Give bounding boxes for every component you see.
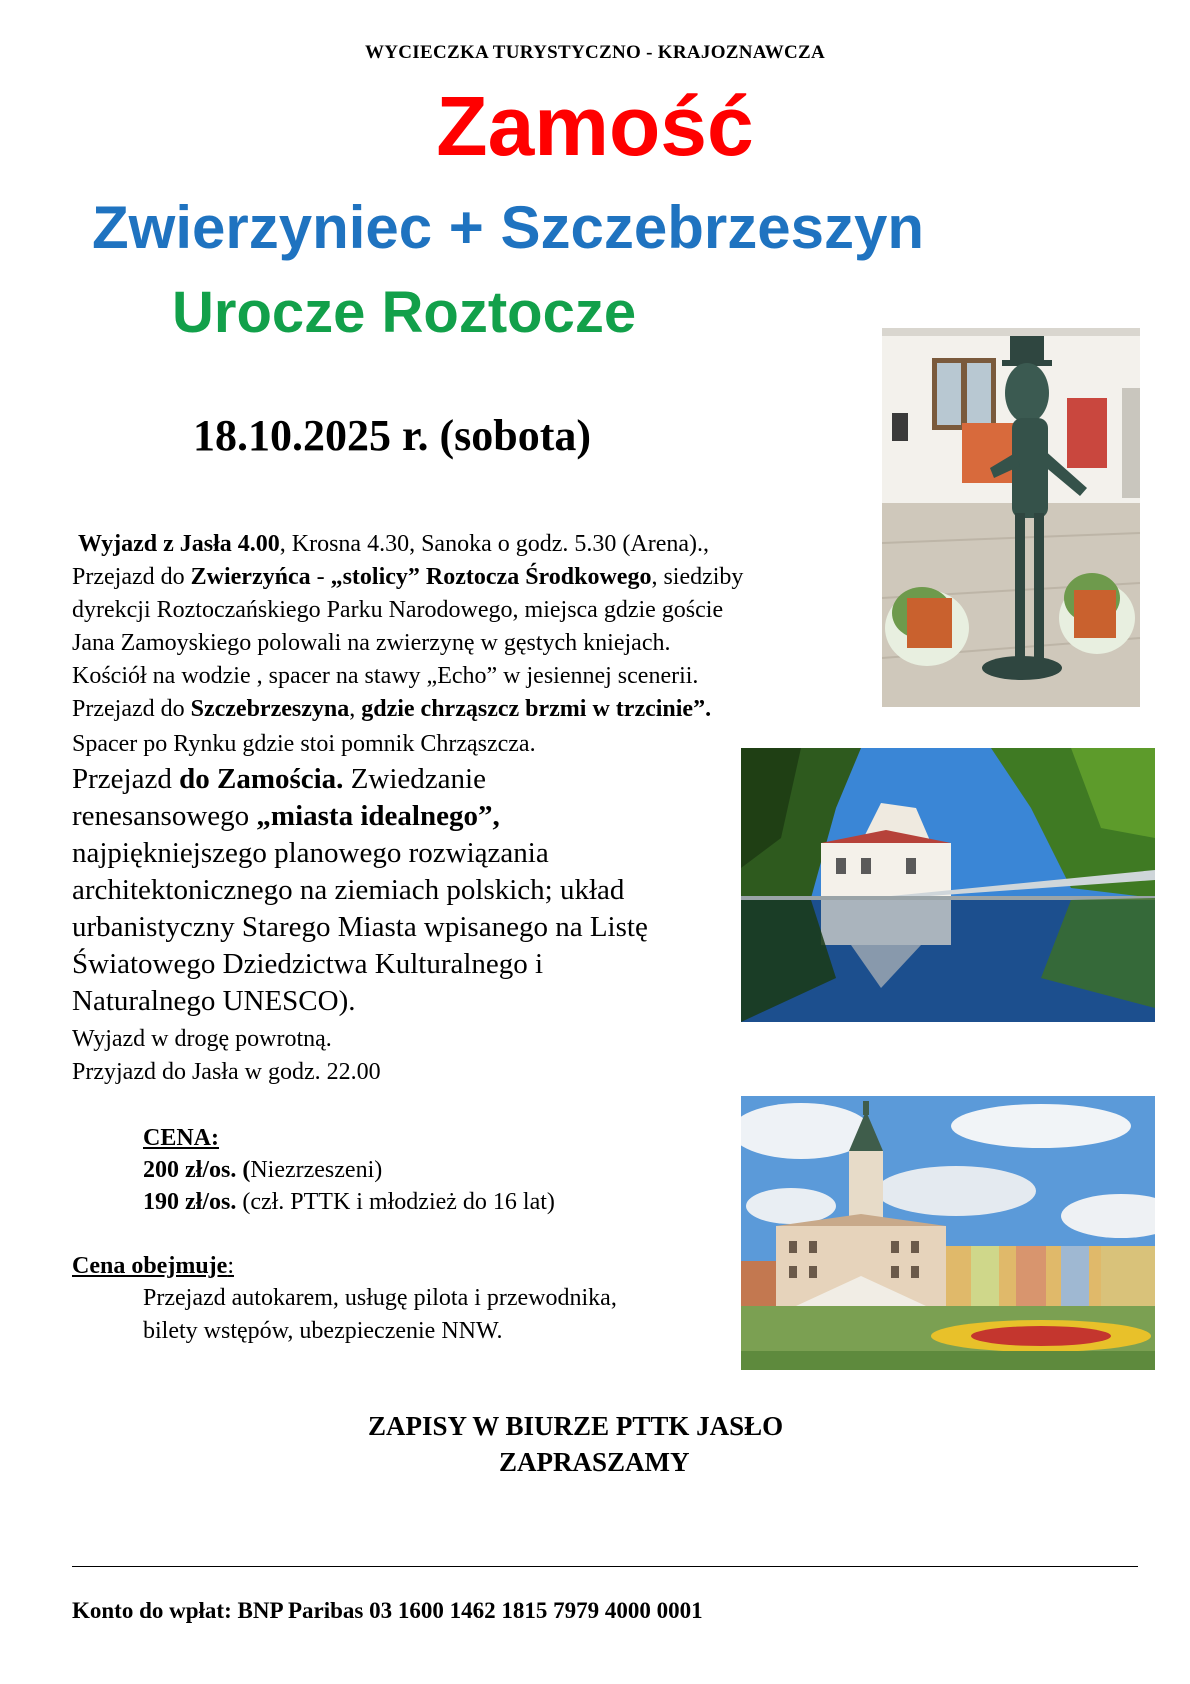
- trip-title: Zamość: [436, 79, 754, 173]
- itinerary-text: Przejazd: [72, 763, 180, 795]
- itinerary-text: Przejazd do: [72, 564, 191, 590]
- includes-heading-colon: :: [227, 1253, 234, 1279]
- itinerary-bold: do Zamościa.: [179, 763, 344, 795]
- zamosc-line-3: najpiękniejszego planowego rozwiązania: [72, 837, 549, 869]
- zamosc-line-5: urbanistyczny Starego Miasta wpisanego na Listę: [72, 911, 648, 943]
- zamosc-line-7: Naturalnego UNESCO).: [72, 985, 356, 1017]
- itinerary-text: Zwiedzanie: [343, 763, 486, 795]
- price-desc: Niezrzeszeni): [250, 1157, 383, 1183]
- itinerary-text: Przejazd do: [72, 696, 191, 722]
- price-desc: (czł. PTTK i młodzież do 16 lat): [236, 1189, 555, 1215]
- includes-line-1: Przejazd autokarem, usługę pilota i przewodnika,: [143, 1285, 617, 1311]
- includes-heading-text: Cena obejmuje: [72, 1253, 228, 1279]
- zamosc-line-1: [72, 761, 486, 798]
- itinerary-line-1: [78, 528, 709, 561]
- invite-text: ZAPRASZAMY: [499, 1447, 690, 1477]
- itinerary-bold: Zwierzyńca: [190, 564, 311, 590]
- itinerary-bold: Szczebrzeszyna: [190, 696, 350, 722]
- itinerary-line-4: Jana Zamoyskiego polowali na zwierzynę w gęstych kniejach.: [72, 630, 671, 656]
- includes-line-2: bilety wstępów, ubezpieczenie NNW.: [143, 1318, 503, 1344]
- price-heading: [143, 1122, 219, 1154]
- itinerary-line-2: [72, 561, 743, 594]
- itinerary-line-6: [72, 693, 711, 726]
- itinerary-line-3: dyrekcji Roztoczańskiego Parku Narodowego, miejsca gdzie goście: [72, 597, 724, 623]
- price-amount: 200 zł/os. (: [143, 1157, 251, 1183]
- photo-church-on-water: [741, 748, 1155, 1022]
- zamosc-line-4: architektonicznego na ziemiach polskich; układ: [72, 874, 625, 906]
- photo-beetle-statue: [882, 328, 1140, 707]
- trip-subtitle-region: Urocze Roztocze: [172, 280, 637, 345]
- signup-info: ZAPISY W BIURZE PTTK JASŁO: [368, 1411, 784, 1441]
- price-line-2: [143, 1186, 555, 1218]
- itinerary-text: renesansowego: [72, 800, 257, 832]
- itinerary-bold: gdzie chrząszcz brzmi w trzcinie”.: [361, 696, 712, 722]
- itinerary-text: , siedziby: [651, 564, 744, 590]
- price-heading-text: CENA:: [143, 1125, 219, 1151]
- footer-divider: [72, 1566, 1138, 1567]
- trip-subtitle-destinations: Zwierzyniec + Szczebrzeszyn: [92, 194, 925, 261]
- zamosc-line-6: Światowego Dziedzictwa Kulturalnego i: [72, 948, 544, 980]
- itinerary-text: ,: [349, 696, 362, 722]
- price-line-1: [143, 1154, 382, 1186]
- includes-heading: [72, 1250, 234, 1283]
- itinerary-text: -: [310, 564, 331, 590]
- departure-times-rest: , Krosna 4.30, Sanoka o godz. 5.30 (Arena).,: [279, 531, 709, 557]
- return-line-2: Przyjazd do Jasła w godz. 22.00: [72, 1059, 381, 1085]
- itinerary-bold: „stolicy” Roztocza Środkowego: [330, 564, 652, 590]
- itinerary-line-7: Spacer po Rynku gdzie stoi pomnik Chrząszcza.: [72, 731, 536, 757]
- trip-kicker: WYCIECZKA TURYSTYCZNO - KRAJOZNAWCZA: [364, 42, 826, 63]
- trip-date: 18.10.2025 r. (sobota): [193, 411, 592, 460]
- price-amount: 190 zł/os.: [143, 1189, 237, 1215]
- departure-times-bold: Wyjazd z Jasła 4.00: [78, 531, 280, 557]
- return-line-1: Wyjazd w drogę powrotną.: [72, 1026, 332, 1052]
- photo-zamosc-town-hall: [741, 1096, 1155, 1370]
- bank-account: Konto do wpłat: BNP Paribas 03 1600 1462 1815 7979 4000 0001: [72, 1598, 703, 1623]
- itinerary-bold: „miasta idealnego”,: [256, 800, 500, 832]
- itinerary-line-5: Kościół na wodzie , spacer na stawy „Echo” w jesiennej scenerii.: [72, 663, 699, 689]
- zamosc-line-2: [72, 798, 500, 835]
